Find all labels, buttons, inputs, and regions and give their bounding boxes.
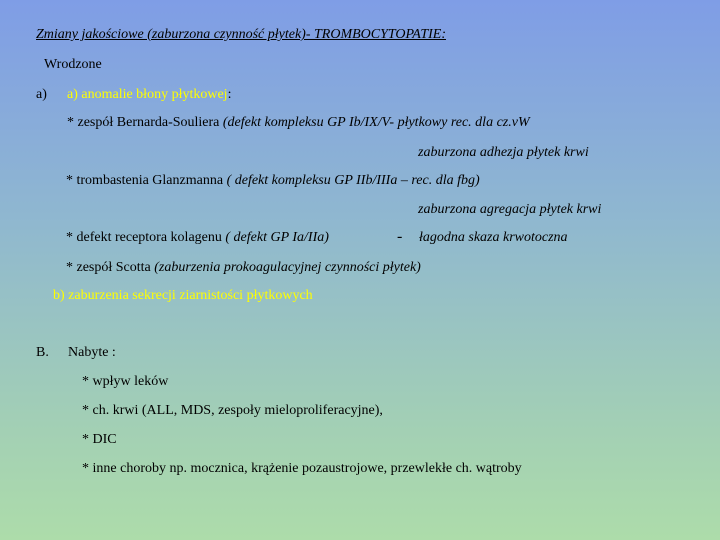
subsection-a-colon: : <box>227 87 232 102</box>
section-b-marker: B. <box>36 345 49 360</box>
item-name: * zespół Scotta <box>66 260 155 275</box>
item-detail: ( defekt GP Ia/IIa) <box>225 230 329 245</box>
subsection-b-label: b) zaburzenia sekrecji ziarnistości płytkowych <box>53 288 313 303</box>
item-note: łagodna skaza krwotoczna <box>419 230 568 245</box>
acquired-heading: Nabyte : <box>68 345 116 360</box>
list-item <box>66 260 421 276</box>
list-item <box>66 230 329 246</box>
list-item: * wpływ leków <box>82 374 169 389</box>
slide-title: Zmiany jakościowe (zaburzona czynność płytek)- TROMBOCYTOPATIE: <box>36 27 446 42</box>
subsection-a-text: a) anomalie błony płytkowej <box>67 87 228 102</box>
item-name: * trombastenia Glanzmanna <box>66 173 227 188</box>
list-item <box>67 115 530 131</box>
list-item <box>66 173 480 189</box>
item-name: * defekt receptora kolagenu <box>66 230 226 245</box>
item-detail: (defekt kompleksu GP Ib/IX/V- płytkowy rec. dla cz.vW <box>222 115 530 130</box>
item-note: zaburzona adhezja płytek krwi <box>418 145 589 160</box>
item-name: * zespół Bernarda-Souliera <box>67 115 223 130</box>
dash-separator: - <box>397 228 403 245</box>
subsection-a-label <box>67 87 231 103</box>
list-item: * DIC <box>82 432 117 447</box>
item-note: zaburzona agregacja płytek krwi <box>418 202 602 217</box>
list-item: * inne choroby np. mocznica, krążenie pozaustrojowe, przewlekłe ch. wątroby <box>82 461 522 476</box>
item-detail: (zaburzenia prokoagulacyjnej czynności płytek) <box>154 260 421 275</box>
list-item: * ch. krwi (ALL, MDS, zespoły mieloproliferacyjne), <box>82 403 383 418</box>
list-marker-a: a) <box>36 87 47 102</box>
item-detail: ( defekt kompleksu GP IIb/IIIa – rec. dla fbg) <box>226 173 480 188</box>
congenital-heading: Wrodzone <box>44 57 102 72</box>
